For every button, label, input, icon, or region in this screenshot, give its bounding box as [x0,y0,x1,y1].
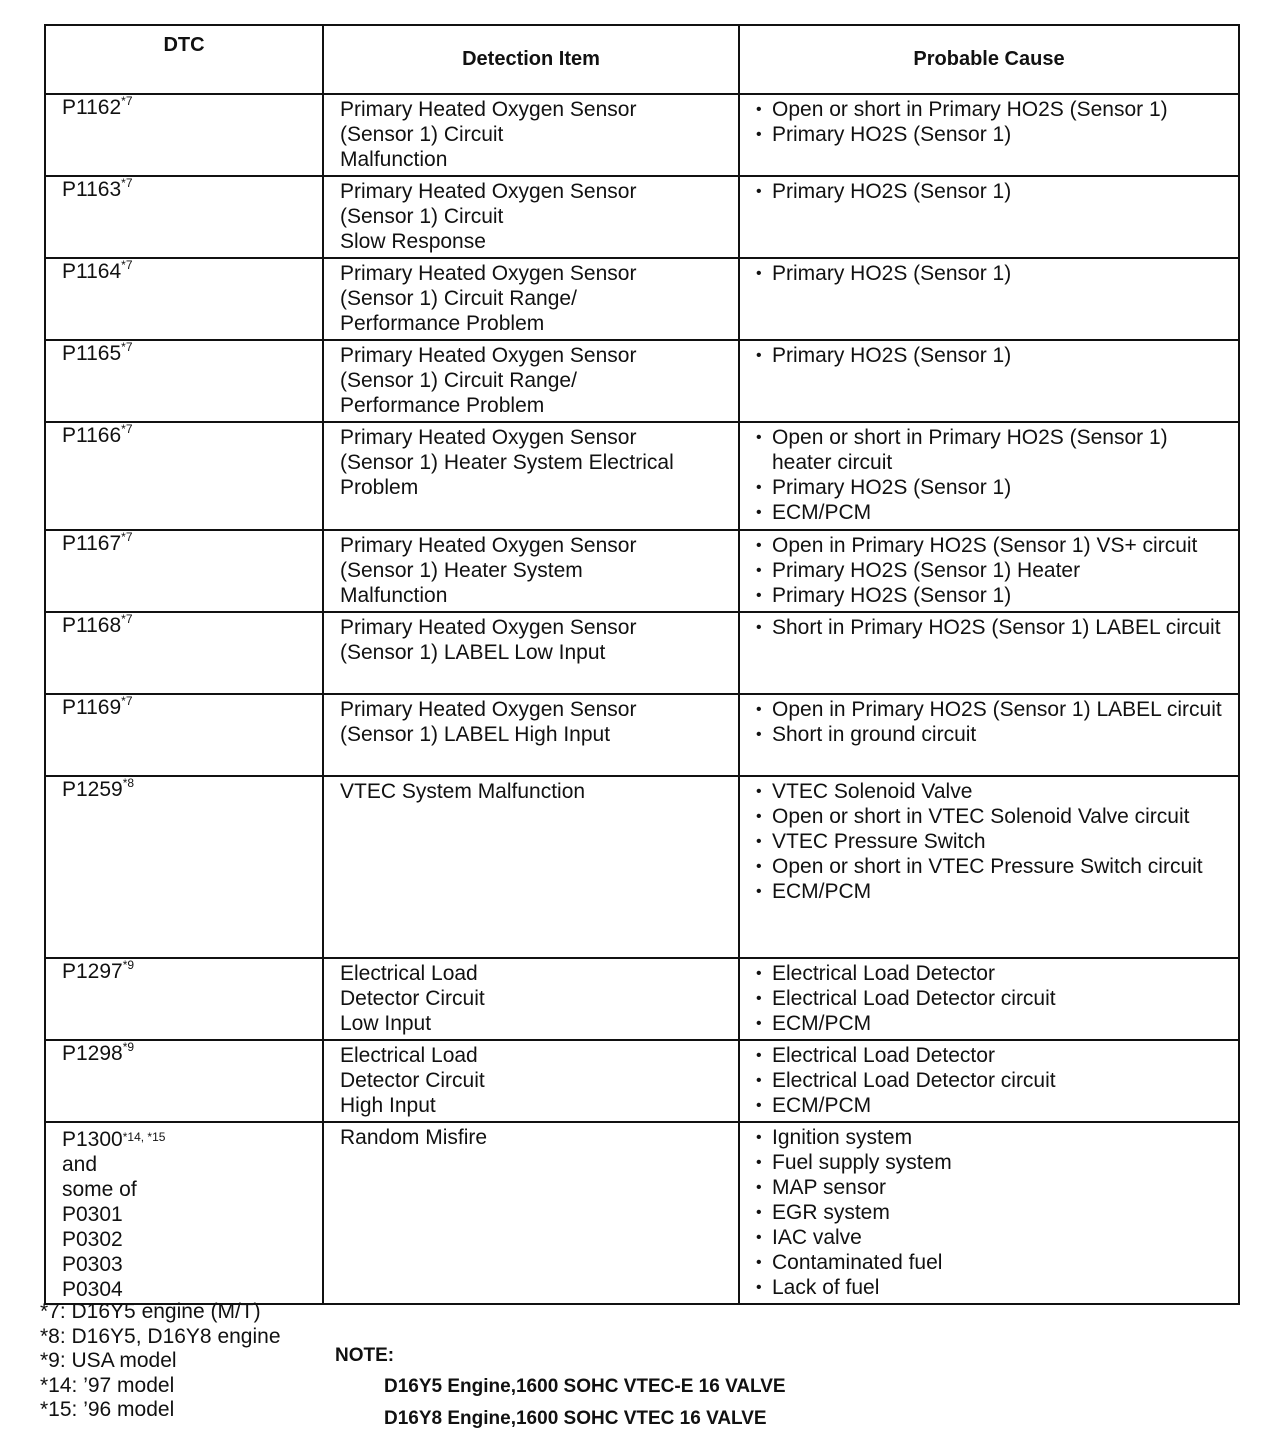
cause-item: • Fuel supply system [754,1150,1232,1175]
header-dtc: DTC [45,25,323,94]
cause-list [754,615,1232,640]
detection-item-cell [323,776,739,958]
table-row [45,694,1239,776]
header-probable-cause: Probable Cause [739,25,1239,94]
dtc-code: P1167 [62,532,122,555]
footnote-ref: *7 [121,694,133,708]
footnote-ref: *7 [121,258,133,272]
note-title: NOTE: [335,1345,395,1366]
detection-item-cell [323,530,739,612]
probable-cause-cell [739,258,1239,340]
footnote-ref: *14, *15 [122,1130,166,1144]
footnote: *15: ’96 model [40,1398,175,1421]
cause-item: • VTEC Pressure Switch [754,829,1232,854]
detection-item-line: Random Misfire [340,1126,488,1149]
dtc-code-extra: P0303 [62,1253,123,1276]
detection-item-line: (Sensor 1) LABEL High Input [340,723,611,746]
dtc-code: P1298 [62,1042,123,1065]
dtc-code-cell [45,776,323,958]
detection-item-line: Primary Heated Oxygen Sensor [340,616,637,639]
dtc-code: P1163 [62,178,122,201]
dtc-code-cell [45,530,323,612]
cause-list [754,1043,1232,1118]
footnote: *9: USA model [40,1349,177,1372]
footnote-ref: *7 [121,612,133,626]
footnote-ref: *7 [121,176,133,190]
detection-item-line: (Sensor 1) Heater System Electrical [340,451,674,474]
detection-item-line: (Sensor 1) Circuit [340,123,504,146]
table-row [45,530,1239,612]
table-row [45,1122,1239,1304]
cause-item: • IAC valve [754,1225,1232,1250]
detection-item-line: Primary Heated Oxygen Sensor [340,534,637,557]
probable-cause-cell [739,1122,1239,1304]
cause-item: • Primary HO2S (Sensor 1) Heater [754,558,1232,583]
detection-item-cell [323,694,739,776]
footnote-ref: *7 [121,530,133,544]
note-line: D16Y8 Engine,1600 SOHC VTEC 16 VALVE [384,1408,767,1429]
cause-item: • Open or short in VTEC Solenoid Valve circuit [754,804,1232,829]
detection-item-line: (Sensor 1) Circuit Range/ [340,287,577,310]
cause-list [754,1125,1232,1300]
dtc-code-cell [45,1040,323,1122]
footnote-ref: *9 [122,958,135,972]
dtc-code: P1300 [62,1128,123,1151]
detection-item-cell [323,340,739,422]
cause-item: • Electrical Load Detector [754,961,1232,986]
dtc-code-extra: P0301 [62,1203,123,1226]
detection-item-cell [323,1040,739,1122]
probable-cause-cell [739,530,1239,612]
detection-item-line: Primary Heated Oxygen Sensor [340,426,637,449]
cause-item: • Primary HO2S (Sensor 1) [754,179,1232,204]
detection-item-line: (Sensor 1) LABEL Low Input [340,641,606,664]
dtc-code: P1166 [62,424,122,447]
cause-list [754,425,1232,525]
footnote: *8: D16Y5, D16Y8 engine [40,1324,281,1348]
detection-item-cell [323,94,739,176]
dtc-code-cell [45,258,323,340]
header-detection-item: Detection Item [323,25,739,94]
table-row [45,422,1239,530]
cause-item: • VTEC Solenoid Valve [754,779,1232,804]
probable-cause-cell [739,612,1239,694]
dtc-code-extra: some of [62,1178,137,1201]
cause-item: • Electrical Load Detector circuit [754,986,1232,1011]
cause-item: • Open or short in Primary HO2S (Sensor 1) heater circuit [754,425,1232,475]
dtc-code-extra: P0302 [62,1228,123,1251]
dtc-code-cell [45,340,323,422]
dtc-code: P1162 [62,96,122,119]
dtc-code: P1297 [62,960,123,983]
note-line: D16Y5 Engine,1600 SOHC VTEC-E 16 VALVE [384,1376,786,1397]
cause-item: • Open in Primary HO2S (Sensor 1) LABEL circuit [754,697,1232,722]
cause-item: • Ignition system [754,1125,1232,1150]
cause-item: • Short in ground circuit [754,722,1232,747]
dtc-code-cell [45,422,323,530]
dtc-code-cell [45,958,323,1040]
detection-item-line: Electrical Load [340,962,478,985]
detection-item-line: Primary Heated Oxygen Sensor [340,262,637,285]
detection-item-line: Primary Heated Oxygen Sensor [340,180,637,203]
detection-item-line: High Input [340,1094,436,1117]
cause-list [754,697,1232,747]
table-row [45,612,1239,694]
dtc-code-cell [45,94,323,176]
table-row [45,1040,1239,1122]
dtc-code: P1165 [62,342,122,365]
probable-cause-cell [739,176,1239,258]
cause-list [754,179,1232,204]
detection-item-line: Low Input [340,1012,432,1035]
detection-item-line: Slow Response [340,230,486,253]
cause-list [754,533,1232,608]
cause-item: • MAP sensor [754,1175,1232,1200]
probable-cause-cell [739,422,1239,530]
detection-item-cell [323,258,739,340]
dtc-code: P1168 [62,614,122,637]
cause-item: • Short in Primary HO2S (Sensor 1) LABEL circuit [754,615,1232,640]
cause-item: • Electrical Load Detector [754,1043,1232,1068]
detection-item-line: Primary Heated Oxygen Sensor [340,98,637,121]
footnote: *7: D16Y5 engine (M/T) [40,1300,261,1323]
dtc-code: P1169 [62,696,122,719]
cause-item: • Contaminated fuel [754,1250,1232,1275]
probable-cause-cell [739,958,1239,1040]
probable-cause-cell [739,94,1239,176]
detection-item-line: Performance Problem [340,394,545,417]
footnote-ref: *7 [121,422,133,436]
cause-list [754,779,1232,904]
dtc-code-cell [45,694,323,776]
detection-item-line: Detector Circuit [340,1069,485,1092]
detection-item-line: Detector Circuit [340,987,485,1010]
cause-item: • Primary HO2S (Sensor 1) [754,261,1232,286]
cause-item: • Primary HO2S (Sensor 1) [754,475,1232,500]
table-row [45,258,1239,340]
cause-item: • Primary HO2S (Sensor 1) [754,122,1232,147]
probable-cause-cell [739,776,1239,958]
table-row [45,776,1239,958]
footnote-ref: *7 [121,340,133,354]
cause-item: • Open in Primary HO2S (Sensor 1) VS+ circuit [754,533,1232,558]
cause-list [754,343,1232,368]
cause-item: • Primary HO2S (Sensor 1) [754,343,1232,368]
detection-item-line: VTEC System Malfunction [340,780,586,803]
detection-item-line: Primary Heated Oxygen Sensor [340,344,637,367]
detection-item-line: Electrical Load [340,1044,478,1067]
detection-item-line: Primary Heated Oxygen Sensor [340,698,637,721]
cause-list [754,261,1232,286]
dtc-code-extra: P0304 [62,1278,123,1301]
dtc-table [44,24,1240,1305]
detection-item-cell [323,1122,739,1304]
probable-cause-cell [739,340,1239,422]
footnote-ref: *8 [122,776,135,790]
cause-item: • Electrical Load Detector circuit [754,1068,1232,1093]
cause-item: • Lack of fuel [754,1275,1232,1300]
cause-list [754,961,1232,1036]
table-row [45,176,1239,258]
cause-item: • Open or short in Primary HO2S (Sensor 1) [754,97,1232,122]
cause-item: • ECM/PCM [754,1011,1232,1036]
table-row [45,94,1239,176]
footnote-ref: *7 [121,94,133,108]
dtc-code-cell [45,612,323,694]
footnote-ref: *9 [122,1040,135,1054]
detection-item-line: Malfunction [340,584,448,607]
detection-item-line: Malfunction [340,148,448,171]
cause-item: • Open or short in VTEC Pressure Switch circuit [754,854,1232,879]
probable-cause-cell [739,1040,1239,1122]
cause-list [754,97,1232,147]
dtc-code-cell [45,176,323,258]
dtc-code-cell [45,1122,323,1304]
detection-item-line: (Sensor 1) Circuit Range/ [340,369,577,392]
dtc-code: P1259 [62,778,123,801]
detection-item-line: Performance Problem [340,312,545,335]
detection-item-line: (Sensor 1) Circuit [340,205,504,228]
detection-item-cell [323,422,739,530]
table-row [45,340,1239,422]
cause-item: • ECM/PCM [754,879,1232,904]
table-row [45,958,1239,1040]
cause-item: • ECM/PCM [754,1093,1232,1118]
footnote: *14: ’97 model [40,1373,175,1397]
dtc-code: P1164 [62,260,122,283]
dtc-code-extra: and [62,1153,98,1176]
detection-item-line: Problem [340,476,419,499]
detection-item-cell [323,958,739,1040]
cause-item: • Primary HO2S (Sensor 1) [754,583,1232,608]
detection-item-cell [323,176,739,258]
cause-item: • EGR system [754,1200,1232,1225]
table-header-row [45,25,1239,94]
probable-cause-cell [739,694,1239,776]
detection-item-cell [323,612,739,694]
footnotes [40,1300,281,1423]
detection-item-line: (Sensor 1) Heater System [340,559,583,582]
cause-item: • ECM/PCM [754,500,1232,525]
